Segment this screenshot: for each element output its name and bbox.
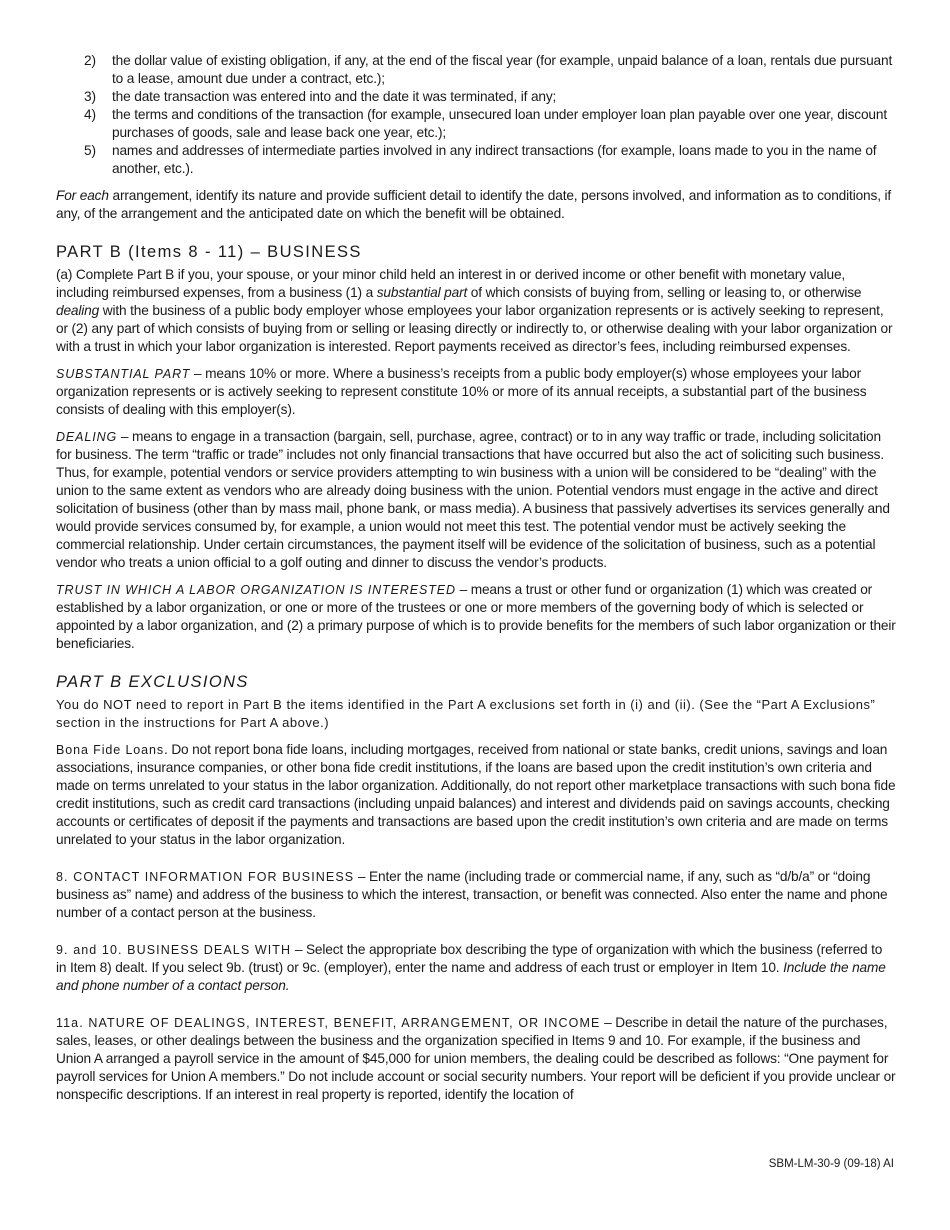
list-item: 4) the terms and conditions of the transaction (for example, unsecured loan under employer loan plan payable over one year, discount purchases of goods, sale and lease back one year, etc.); xyxy=(84,107,888,140)
list-item: 5) names and addresses of intermediate parties involved in any indirect transactions (for example, loans made to you in the name of another, etc.). xyxy=(84,143,877,176)
list-item: 3) the date transaction was entered into and the date it was terminated, if any; xyxy=(84,89,557,104)
document-page xyxy=(56,52,896,1104)
form-id-footer: SBM-LM-30-9 (09-18) AI xyxy=(768,1158,894,1170)
item-8-instructions: 8. CONTACT INFORMATION FOR BUSINESS – Enter the name (including trade or commercial name, if any, such as “d/b/a” or “doing business as” name) and address of the business to which the interest, transaction, or benefit was connected. Also enter the name and phone number of a contact person at the business. xyxy=(56,869,888,920)
bona-fide-loans-paragraph: Bona Fide Loans. Do not report bona fide loans, including mortgages, received from national or state banks, credit unions, savings and loan associations, insurance companies, or other bona fide credit institutions, if the loans are based upon the credit institution’s own criteria and made on terms unrelated to your status in the labor organization. Additionally, do not report other marketplace transactions with such bona fide credit institutions, such as credit card transactions (including unpaid balances) and interest and dividends paid on savings accounts, checking accounts or certificates of deposit if the payments and transactions are based upon the credit institution’s own criteria and are made on terms unrelated to your status in the labor organization. xyxy=(56,742,896,847)
exclusions-note: You do NOT need to report in Part B the items identified in the Part A exclusions set forth in (i) and (ii). (See the “Part A Exclusions” section in the instructions for Part A above.) xyxy=(56,697,876,730)
transaction-details-list xyxy=(56,52,896,178)
trust-definition: TRUST IN WHICH A LABOR ORGANIZATION IS INTERESTED – means a trust or other fund or organization (1) which was created or established by a labor organization, or one or more of the trustees or one or more members of the governing body of which is selected or appointed by a labor organization, and (2) a primary purpose of which is to provide benefits for the members of such labor organization or their beneficiaries. xyxy=(56,582,896,651)
dealing-definition: DEALING – means to engage in a transaction (bargain, sell, purchase, agree, contract) or to in any way traffic or trade, including solicitation for business. The term “traffic or trade” includes not only financial transactions that have occurred but also the act of soliciting such business. Thus, for example, potential vendors or service providers attempting to win business with a union will be considered to be “dealing” with the union to the same extent as vendors who are already doing business with the union. Potential vendors must engage in the active and direct solicitation of business (other than by mass mail, phone bank, or mass media). A business that passively advertises its services generally and would provide services consumed by, for example, a union would not meet this test. The potential vendor must be actively seeking the commercial relationship. Under certain circumstances, the payment itself will be evidence of the solicitation of business, such as a potential vendor who treats a union official to a golf outing and dinner to discuss the vendor’s products. xyxy=(56,429,890,570)
exclusions-heading: PART B EXCLUSIONS xyxy=(56,673,249,691)
for-each-paragraph: For each arrangement, identify its nature and provide sufficient detail to identify the date, persons involved, and information as to conditions, if any, of the arrangement and the anticipated date on which the benefit will be obtained. xyxy=(56,188,892,221)
part-b-heading: PART B (Items 8 - 11) – BUSINESS xyxy=(56,243,362,261)
part-b-paragraph-a: (a) Complete Part B if you, your spouse, or your minor child held an interest in or derived income or other benefit with monetary value, including reimbursed expenses, from a business (1) a substantial part of which consists of buying from, selling or leasing to, or otherwise dealing with the business of a public body employer whose employees your labor organization represents or is actively seeking to represent, or (2) any part of which consists of buying from or selling or leasing directly or indirectly to, or otherwise dealing with your labor organization or with a trust in which your labor organization is interested. Report payments received as director’s fees, including reimbursed expenses. xyxy=(56,267,893,354)
list-item: 2) the dollar value of existing obligation, if any, at the end of the fiscal year (for example, unpaid balance of a loan, rentals due pursuant to a lease, amount due under a contract, etc.); xyxy=(84,53,893,86)
item-9-10-instructions: 9. and 10. BUSINESS DEALS WITH – Select the appropriate box describing the type of organization with which the business (referred to in Item 8) dealt. If you select 9b. (trust) or 9c. (employer), enter the name and address of each trust or employer in Item 10. Include the name and phone number of a contact person. xyxy=(56,942,886,993)
substantial-part-definition: SUBSTANTIAL PART – means 10% or more. Where a business’s receipts from a public body employer(s) whose employees your labor organization represents or is actively seeking to represent constitute 10% or more of its annual receipts, a substantial part of the business consists of dealing with this employer(s). xyxy=(56,366,867,417)
item-11a-instructions: 11a. NATURE OF DEALINGS, INTEREST, BENEFIT, ARRANGEMENT, OR INCOME – Describe in detail the nature of the purchases, sales, leases, or other dealings between the business and the organization specified in Items 9 and 10. For example, if the business and Union A arranged a payroll service in the amount of $45,000 for union members, the dealing could be described as follows: “One payment for payroll services for Union A members.” Do not include account or social security numbers. Your report will be deficient if you provide unclear or nonspecific descriptions. If an interest in real property is reported, identify the location of xyxy=(56,1015,896,1102)
